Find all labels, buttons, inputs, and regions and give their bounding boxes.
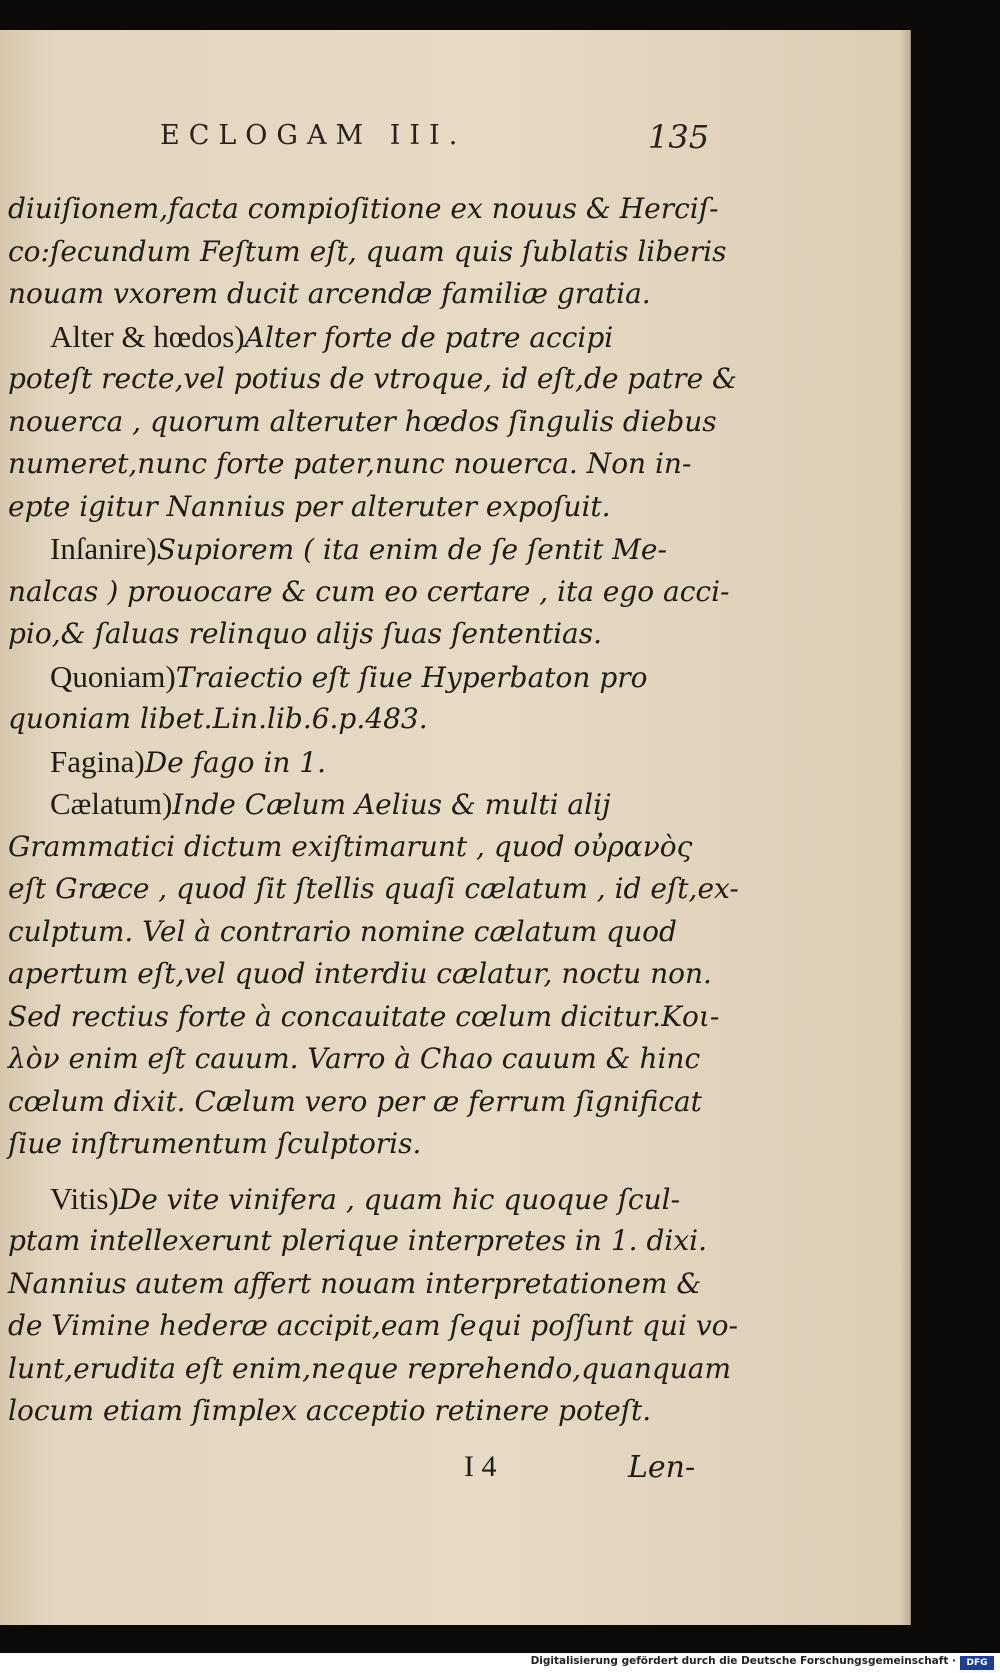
page-number: 135	[648, 118, 710, 156]
catchword: Len-	[628, 1450, 696, 1485]
credit-bar	[0, 1653, 1000, 1673]
text-line: λὸν enim eſt cauum. Varro à Chao cauum & hinc	[8, 1042, 701, 1075]
running-head	[0, 120, 910, 160]
text-line: lunt,erudita eſt enim,neque reprehendo,quanquam	[8, 1351, 732, 1385]
signature-mark: I 4	[464, 1450, 497, 1483]
text-line-lemma	[8, 783, 708, 826]
text-line: ptam intellexerunt plerique interpretes in 1. dixi.	[8, 1224, 707, 1257]
text-line: Sed rectius forte à concauitate cœlum dicitur.Κοι-	[8, 999, 720, 1033]
text-line: epte igitur Nannius per alteruter expoſuit.	[8, 489, 611, 523]
text-line: cœlum dixit. Cælum vero per æ ferrum ſignificat	[8, 1084, 702, 1118]
lemma: Vitis)	[50, 1180, 119, 1216]
lemma: Inſanire)	[50, 531, 157, 566]
text-line: quoniam libet.Lin.lib.6.p.483.	[8, 702, 428, 735]
text-line: co:ſecundum Feſtum eſt, quam quis ſublatis liberis	[8, 234, 727, 268]
lemma-gloss: Supiorem ( ita enim de ſe ſentit Me-	[156, 533, 667, 566]
lemma: Quoniam)	[50, 658, 176, 694]
text-line: ſiue inſtrumentum ſculptoris.	[8, 1127, 422, 1160]
lemma: Alter & hœdos)	[50, 318, 245, 354]
running-head-title: ECLOGAM III.	[160, 120, 467, 151]
lemma-gloss: De fago in 1.	[144, 745, 326, 779]
text-line: Grammatici dictum exiſtimarunt , quod οὐρανὸς	[8, 829, 693, 863]
text-line: pio,& ſaluas relinquo alijs ſuas ſententias.	[8, 617, 602, 650]
text-line: diuiſionem,facta compioſitione ex nouus & Herciſ-	[8, 192, 719, 225]
text-line: nouam vxorem ducit arcendæ familiæ gratia.	[8, 277, 651, 310]
book-page	[0, 30, 911, 1625]
page-footer	[0, 1450, 910, 1495]
text-line-lemma	[8, 656, 708, 699]
lemma-gloss: Inde Cælum Aelius & multi alij	[172, 788, 611, 821]
page-edge-shadow	[900, 30, 912, 1625]
text-line: Nannius autem affert nouam interpretationem &	[8, 1266, 702, 1300]
lemma-gloss: Alter forte de patre accipi	[244, 320, 614, 354]
text-line: de Vimine hederæ accipit,eam ſequi poſſunt qui vo-	[8, 1309, 738, 1342]
text-line: poteſt recte,vel potius de vtroque, id eſt,de patre &	[8, 362, 737, 395]
text-line: nalcas ) prouocare & cum eo certare , ita ego acci-	[8, 574, 730, 608]
lemma-gloss: De vite vinifera , quam hic quoque ſcul-	[118, 1182, 681, 1216]
lemma: Fagina)	[50, 743, 145, 779]
paragraph-gap	[8, 1166, 708, 1178]
text-line: culptum. Vel à contrario nomine cælatum quod	[8, 914, 677, 948]
body-text	[8, 188, 739, 1433]
text-line-lemma	[8, 741, 708, 784]
credit-text: Digitalisierung gefördert durch die Deutsche Forschungsgemeinschaft ·	[530, 1655, 956, 1667]
text-line-lemma	[8, 528, 708, 571]
text-line-lemma	[8, 316, 708, 359]
text-line-lemma	[8, 1178, 708, 1221]
text-line: numeret,nunc forte pater,nunc nouerca. Non in-	[8, 447, 692, 480]
lemma-gloss: Traiectio eſt ſiue Hyperbaton pro	[175, 660, 648, 694]
text-line: locum etiam ſimplex acceptio retinere poteſt.	[8, 1394, 652, 1427]
dfg-logo: DFG	[960, 1656, 994, 1670]
text-line: nouerca , quorum alteruter hœdos ſingulis diebus	[8, 404, 717, 438]
text-line: eſt Græce , quod ſit ſtellis quaſi cælatum , id eſt,ex-	[8, 872, 739, 905]
lemma: Cælatum)	[50, 786, 173, 821]
text-line: apertum eſt,vel quod interdiu cælatur, noctu non.	[8, 957, 712, 990]
